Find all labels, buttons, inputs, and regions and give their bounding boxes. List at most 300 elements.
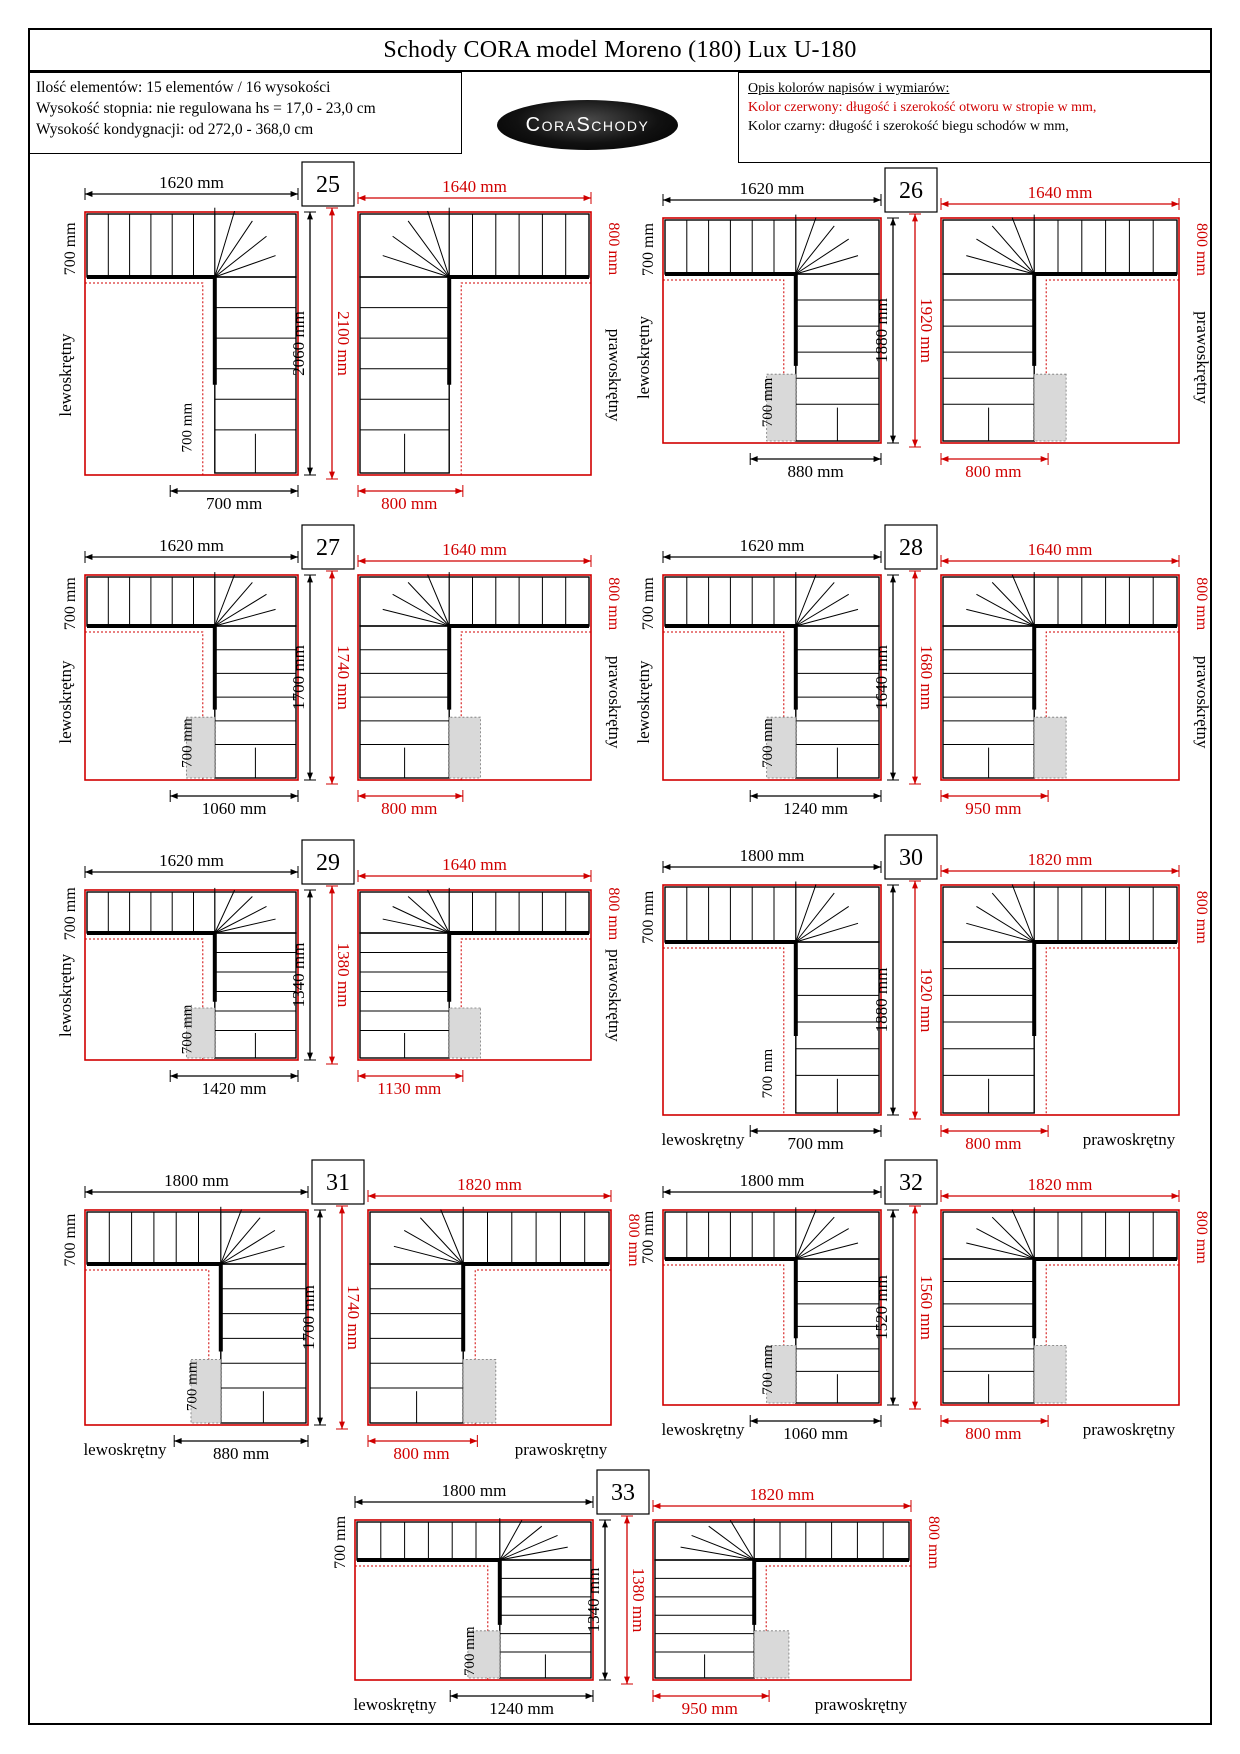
right-turn-label: prawoskrętny bbox=[605, 949, 624, 1042]
bottom-label-black: 1060 mm bbox=[783, 1424, 848, 1443]
ceiling-opening bbox=[358, 212, 591, 475]
winder-line bbox=[692, 1535, 755, 1560]
dimension-arrow bbox=[85, 554, 92, 560]
bottom-label-red: 800 mm bbox=[381, 494, 438, 513]
upper-flight bbox=[665, 577, 879, 626]
dimension-arrow bbox=[912, 571, 918, 578]
dimension-arrow bbox=[85, 869, 92, 875]
height-label-black: 1700 mm bbox=[289, 645, 308, 710]
dimension-arrow bbox=[941, 1418, 948, 1424]
dimension-arrow bbox=[1041, 1128, 1048, 1134]
spec-step-height: Wysokość stopnia: nie regulowana hs = 17,0 - 23,0 cm bbox=[36, 100, 376, 117]
dimension-arrow bbox=[750, 1128, 757, 1134]
winder-line bbox=[1012, 884, 1034, 942]
dimension-arrow bbox=[584, 558, 591, 564]
dimension-arrow bbox=[890, 1108, 896, 1115]
height-label-red: 1560 mm bbox=[917, 1275, 936, 1340]
dimension-arrow bbox=[874, 1128, 881, 1134]
left-turn-label: lewoskrętny bbox=[56, 953, 75, 1037]
winder-line bbox=[408, 221, 449, 277]
dimension-arrow bbox=[1172, 201, 1179, 207]
dimension-arrow bbox=[912, 440, 918, 447]
stair-diagram-25 bbox=[56, 162, 624, 513]
page-title: Schody CORA model Moreno (180) Lux U-180 bbox=[28, 28, 1212, 72]
dimension-arrow bbox=[307, 468, 313, 475]
dimension-arrow bbox=[890, 436, 896, 443]
winder-line bbox=[796, 1229, 849, 1259]
depth-label-red: 800 mm bbox=[605, 887, 622, 941]
plan-right bbox=[941, 1207, 1179, 1405]
winder-line bbox=[500, 1535, 558, 1560]
dimension-arrow bbox=[586, 1693, 593, 1699]
width-label-red: 1820 mm bbox=[749, 1485, 815, 1504]
dimension-arrow bbox=[912, 214, 918, 221]
dimension-arrow bbox=[663, 554, 670, 560]
dimension-arrow bbox=[890, 773, 896, 780]
dimension-arrow bbox=[85, 191, 92, 197]
dimension-arrow bbox=[586, 1499, 593, 1505]
diagram-number: 32 bbox=[899, 1170, 923, 1196]
width-label-red: 1640 mm bbox=[1027, 540, 1093, 559]
plan-right bbox=[941, 572, 1179, 780]
lower-depth-label: 700 mm bbox=[179, 402, 196, 453]
winder-line bbox=[796, 575, 816, 626]
height-label-black: 1700 mm bbox=[299, 1285, 318, 1350]
dimension-arrow bbox=[890, 1210, 896, 1217]
bottom-label-red: 800 mm bbox=[965, 462, 1022, 481]
dimension-arrow bbox=[329, 472, 335, 479]
winder-line bbox=[992, 226, 1034, 274]
dimension-arrow bbox=[307, 575, 313, 582]
opening-guide bbox=[1046, 948, 1179, 1115]
height-label-red: 1740 mm bbox=[344, 1285, 363, 1350]
winder-line bbox=[215, 575, 235, 626]
legend-heading: Opis kolorów napisów i wymiarów: bbox=[748, 81, 950, 96]
dimension-arrow bbox=[470, 1438, 477, 1444]
legend-red-line: Kolor czerwony: długość i szerokość otworu w stropie w mm, bbox=[748, 100, 1097, 115]
bottom-label-red: 950 mm bbox=[681, 1699, 738, 1718]
height-label-red: 1680 mm bbox=[917, 645, 936, 710]
width-label-black: 1620 mm bbox=[739, 179, 805, 198]
height-label-black: 2060 mm bbox=[289, 311, 308, 376]
bottom-label-black: 1240 mm bbox=[489, 1699, 554, 1718]
dimension-arrow bbox=[307, 773, 313, 780]
upper-flight bbox=[943, 887, 1177, 942]
dimension-arrow bbox=[624, 1516, 630, 1523]
dimension-arrow bbox=[355, 1499, 362, 1505]
dimension-arrow bbox=[750, 793, 757, 799]
winder-line bbox=[796, 923, 858, 942]
upper-flight bbox=[87, 214, 296, 277]
winder-line bbox=[966, 609, 1034, 626]
dimension-arrow bbox=[358, 793, 365, 799]
winder-line bbox=[1012, 575, 1034, 626]
height-label-black: 1880 mm bbox=[872, 967, 891, 1033]
winder-line bbox=[215, 906, 267, 933]
winder-line bbox=[383, 609, 449, 626]
width-label-black: 1620 mm bbox=[159, 173, 224, 192]
depth-label-black: 700 mm bbox=[640, 223, 657, 276]
dimension-arrow bbox=[329, 886, 335, 893]
dimension-arrow bbox=[890, 218, 896, 225]
dimension-arrow bbox=[329, 777, 335, 784]
landing-block bbox=[449, 717, 480, 778]
dimension-arrow bbox=[912, 1402, 918, 1409]
dimension-arrow bbox=[1041, 456, 1048, 462]
dimension-arrow bbox=[890, 1398, 896, 1405]
depth-label-red: 800 mm bbox=[1193, 890, 1210, 944]
winder-line bbox=[966, 256, 1034, 274]
right-turn-label: prawoskrętny bbox=[605, 328, 624, 422]
width-label-red: 1820 mm bbox=[1027, 1175, 1093, 1194]
bottom-label-black: 880 mm bbox=[212, 1444, 270, 1463]
dimension-arrow bbox=[1041, 793, 1048, 799]
height-label-black: 1340 mm bbox=[289, 942, 308, 1008]
width-label-red: 1640 mm bbox=[442, 855, 507, 874]
winder-line bbox=[215, 609, 276, 626]
diagram-number: 31 bbox=[326, 1170, 350, 1196]
dimension-arrow bbox=[941, 1193, 948, 1199]
corashody-logo: CoraSchody bbox=[497, 100, 678, 150]
lower-depth-label: 700 mm bbox=[760, 718, 776, 768]
width-label-black: 1800 mm bbox=[164, 1171, 229, 1190]
legend-black-line: Kolor czarny: długość i szerokość biegu schodów w mm, bbox=[748, 119, 1069, 134]
plan-right bbox=[358, 572, 591, 780]
height-label-red: 1380 mm bbox=[629, 1567, 648, 1633]
winder-line bbox=[408, 582, 449, 626]
dimension-arrow bbox=[663, 1189, 670, 1195]
bottom-label-red: 1130 mm bbox=[377, 1079, 442, 1098]
dimension-arrow bbox=[874, 197, 881, 203]
diagram-number: 28 bbox=[899, 535, 923, 561]
dimension-arrow bbox=[941, 558, 948, 564]
upper-flight bbox=[665, 887, 879, 942]
dimension-arrow bbox=[1172, 1193, 1179, 1199]
dimension-arrow bbox=[291, 1073, 298, 1079]
winder-line bbox=[215, 890, 235, 933]
dimension-arrow bbox=[301, 1438, 308, 1444]
diagram-number: 30 bbox=[899, 845, 923, 871]
winder-line bbox=[215, 221, 253, 277]
dimension-arrow bbox=[358, 873, 365, 879]
dimension-arrow bbox=[358, 488, 365, 494]
spec-floor-height: Wysokość kondygnacji: od 272,0 - 368,0 cm bbox=[36, 121, 314, 138]
plan-right bbox=[653, 1518, 911, 1680]
winder-line bbox=[796, 256, 858, 274]
lower-depth-label: 700 mm bbox=[179, 1004, 196, 1055]
stair-diagram-29 bbox=[56, 840, 624, 1098]
width-label-black: 1800 mm bbox=[441, 1481, 507, 1500]
diagram-number: 26 bbox=[899, 178, 923, 204]
width-label-red: 1640 mm bbox=[442, 177, 507, 196]
winder-line bbox=[796, 226, 834, 274]
winder-line bbox=[428, 211, 450, 277]
landing-block bbox=[1034, 717, 1066, 778]
dimension-arrow bbox=[762, 1693, 769, 1699]
right-turn-label: prawoskrętny bbox=[814, 1695, 908, 1714]
dimension-arrow bbox=[904, 1503, 911, 1509]
dimension-arrow bbox=[874, 1189, 881, 1195]
upper-flight bbox=[655, 1522, 909, 1560]
diagram-number: 25 bbox=[316, 172, 340, 198]
dimension-arrow bbox=[85, 1189, 92, 1195]
winder-line bbox=[215, 256, 276, 277]
winder-line bbox=[976, 1229, 1034, 1259]
height-label-red: 1740 mm bbox=[334, 645, 353, 710]
winder-line bbox=[730, 1520, 754, 1560]
dimension-arrow bbox=[307, 1053, 313, 1060]
winder-line bbox=[221, 1210, 242, 1264]
winder-line bbox=[796, 1210, 816, 1259]
bottom-label-red: 800 mm bbox=[381, 799, 438, 818]
depth-label-black: 700 mm bbox=[62, 887, 79, 941]
landing-block bbox=[449, 1008, 480, 1058]
ceiling-opening bbox=[941, 885, 1179, 1115]
depth-label-red: 800 mm bbox=[925, 1515, 942, 1569]
width-label-red: 1640 mm bbox=[442, 540, 507, 559]
dimension-arrow bbox=[358, 195, 365, 201]
dimension-arrow bbox=[750, 456, 757, 462]
upper-flight bbox=[87, 1212, 306, 1264]
upper-flight bbox=[360, 214, 589, 277]
dimension-arrow bbox=[750, 1418, 757, 1424]
left-turn-label: lewoskrętny bbox=[56, 333, 75, 417]
plan-right bbox=[941, 882, 1179, 1116]
dimension-arrow bbox=[368, 1193, 375, 1199]
plan-right bbox=[368, 1207, 611, 1425]
dimension-arrow bbox=[358, 1073, 365, 1079]
height-label-black: 1520 mm bbox=[872, 1275, 891, 1340]
left-turn-label: lewoskrętny bbox=[661, 1130, 745, 1149]
depth-label-red: 800 mm bbox=[1193, 577, 1210, 631]
right-turn-label: prawoskrętny bbox=[605, 655, 624, 749]
depth-label-black: 700 mm bbox=[62, 577, 79, 631]
winder-line bbox=[796, 582, 834, 626]
dimension-arrow bbox=[307, 212, 313, 219]
lower-depth-label: 700 mm bbox=[760, 1345, 776, 1395]
dimension-arrow bbox=[329, 1057, 335, 1064]
winder-line bbox=[215, 236, 267, 277]
dimension-arrow bbox=[450, 1693, 457, 1699]
width-label-black: 1620 mm bbox=[159, 851, 224, 870]
dimension-arrow bbox=[1172, 558, 1179, 564]
dimension-arrow bbox=[317, 1418, 323, 1425]
winder-line bbox=[992, 1217, 1034, 1259]
bottom-label-black: 700 mm bbox=[787, 1134, 844, 1153]
dimension-arrow bbox=[602, 1520, 608, 1527]
left-turn-label: lewoskrętny bbox=[634, 660, 653, 744]
dimension-arrow bbox=[941, 1128, 948, 1134]
winder-line bbox=[500, 1526, 542, 1560]
dimension-arrow bbox=[170, 793, 177, 799]
lower-depth-label: 700 mm bbox=[179, 718, 196, 768]
winder-line bbox=[966, 923, 1034, 942]
dimension-arrow bbox=[307, 890, 313, 897]
width-label-black: 1800 mm bbox=[739, 846, 805, 865]
winder-line bbox=[420, 1218, 463, 1264]
height-label-red: 1920 mm bbox=[917, 967, 936, 1033]
dimension-arrow bbox=[874, 456, 881, 462]
width-label-red: 1640 mm bbox=[1027, 183, 1093, 202]
stair-diagram-32 bbox=[640, 1160, 1210, 1443]
depth-label-black: 700 mm bbox=[62, 1213, 79, 1267]
winder-line bbox=[992, 582, 1034, 626]
winder-line bbox=[796, 1217, 834, 1259]
upper-flight bbox=[87, 892, 296, 933]
winder-line bbox=[992, 893, 1034, 942]
upper-flight bbox=[665, 1212, 879, 1259]
winder-line bbox=[709, 1526, 754, 1560]
bottom-label-red: 950 mm bbox=[965, 799, 1022, 818]
dimension-arrow bbox=[358, 558, 365, 564]
dimension-arrow bbox=[584, 873, 591, 879]
height-label-red: 1920 mm bbox=[917, 298, 936, 363]
winder-line bbox=[393, 906, 450, 933]
winder-line bbox=[221, 1246, 285, 1264]
dimension-arrow bbox=[317, 1210, 323, 1217]
stair-diagram-26 bbox=[634, 168, 1212, 481]
upper-flight bbox=[943, 577, 1177, 626]
winder-line bbox=[966, 1243, 1034, 1259]
stair-diagram-31 bbox=[62, 1160, 642, 1463]
winder-line bbox=[404, 1230, 463, 1264]
winder-line bbox=[441, 1210, 464, 1264]
winder-line bbox=[1012, 1210, 1034, 1259]
winder-line bbox=[796, 218, 816, 274]
dimension-arrow bbox=[291, 554, 298, 560]
upper-flight bbox=[370, 1212, 609, 1264]
winder-line bbox=[796, 893, 834, 942]
winder-line bbox=[221, 1218, 260, 1264]
right-turn-label: prawoskrętny bbox=[514, 1440, 608, 1459]
dimension-arrow bbox=[291, 191, 298, 197]
dimension-arrow bbox=[890, 885, 896, 892]
dimension-arrow bbox=[291, 488, 298, 494]
dimension-arrow bbox=[339, 1422, 345, 1429]
depth-label-red: 800 mm bbox=[1193, 1210, 1210, 1264]
dimension-arrow bbox=[301, 1189, 308, 1195]
left-turn-label: lewoskrętny bbox=[83, 1440, 167, 1459]
lower-depth-label: 700 mm bbox=[760, 1048, 776, 1099]
width-label-black: 1620 mm bbox=[739, 536, 805, 555]
winder-line bbox=[215, 594, 267, 626]
width-label-red: 1820 mm bbox=[1027, 850, 1093, 869]
dimension-arrow bbox=[1172, 868, 1179, 874]
winder-line bbox=[796, 1243, 858, 1259]
winder-line bbox=[215, 211, 235, 277]
winder-line bbox=[500, 1547, 568, 1560]
upper-flight bbox=[357, 1522, 591, 1560]
dimension-arrow bbox=[368, 1438, 375, 1444]
stair-diagram-33 bbox=[332, 1470, 942, 1718]
dimension-arrow bbox=[329, 571, 335, 578]
stair-diagram-28 bbox=[634, 525, 1212, 818]
winder-line bbox=[976, 594, 1034, 626]
diagram-number: 29 bbox=[316, 850, 340, 876]
dimension-arrow bbox=[291, 793, 298, 799]
winder-line bbox=[428, 890, 450, 933]
bottom-label-black: 1240 mm bbox=[783, 799, 848, 818]
winder-line bbox=[383, 256, 449, 277]
dimension-arrow bbox=[663, 197, 670, 203]
dimension-arrow bbox=[941, 456, 948, 462]
dimension-arrow bbox=[339, 1206, 345, 1213]
dimension-arrow bbox=[455, 488, 462, 494]
depth-label-black: 700 mm bbox=[640, 1210, 657, 1264]
depth-label-red: 800 mm bbox=[605, 222, 622, 276]
depth-label-red: 800 mm bbox=[625, 1213, 642, 1267]
upper-flight bbox=[943, 220, 1177, 274]
spec-elements: Ilość elementów: 15 elementów / 16 wysokości bbox=[36, 79, 331, 96]
winder-line bbox=[1012, 218, 1034, 274]
landing-block bbox=[1034, 374, 1066, 441]
lower-depth-label: 700 mm bbox=[760, 377, 776, 428]
lower-depth-label: 700 mm bbox=[184, 1361, 201, 1412]
winder-line bbox=[500, 1520, 522, 1560]
upper-flight bbox=[665, 220, 879, 274]
depth-label-red: 800 mm bbox=[605, 577, 622, 631]
bottom-label-red: 800 mm bbox=[393, 1444, 450, 1463]
dimension-arrow bbox=[941, 201, 948, 207]
upper-flight bbox=[360, 577, 589, 626]
dimension-arrow bbox=[663, 864, 670, 870]
dimension-arrow bbox=[584, 195, 591, 201]
landing-block bbox=[463, 1359, 496, 1423]
dimension-arrow bbox=[941, 793, 948, 799]
dimension-arrow bbox=[602, 1673, 608, 1680]
dimension-arrow bbox=[941, 868, 948, 874]
dimension-arrow bbox=[653, 1693, 660, 1699]
winder-line bbox=[215, 919, 276, 933]
winder-line bbox=[394, 1246, 463, 1264]
height-label-black: 1640 mm bbox=[872, 645, 891, 710]
winder-line bbox=[393, 236, 450, 277]
winder-line bbox=[976, 906, 1034, 942]
bottom-label-black: 1420 mm bbox=[201, 1079, 267, 1098]
dimension-arrow bbox=[912, 1206, 918, 1213]
dimension-arrow bbox=[653, 1503, 660, 1509]
winder-line bbox=[215, 897, 253, 933]
dimension-arrow bbox=[912, 777, 918, 784]
height-label-black: 1880 mm bbox=[872, 298, 891, 363]
dimension-arrow bbox=[170, 488, 177, 494]
winder-line bbox=[393, 594, 450, 626]
right-turn-label: prawoskrętny bbox=[1193, 655, 1212, 749]
dimension-arrow bbox=[912, 881, 918, 888]
winder-line bbox=[215, 582, 253, 626]
height-label-red: 1380 mm bbox=[334, 942, 353, 1008]
upper-flight bbox=[943, 1212, 1177, 1259]
dimension-arrow bbox=[912, 1112, 918, 1119]
bottom-label-black: 880 mm bbox=[787, 462, 844, 481]
winder-line bbox=[428, 575, 450, 626]
dimension-arrow bbox=[874, 1418, 881, 1424]
dimension-arrow bbox=[624, 1677, 630, 1684]
lower-depth-label: 700 mm bbox=[462, 1626, 478, 1676]
plan-right bbox=[358, 208, 591, 475]
depth-label-black: 700 mm bbox=[640, 890, 657, 944]
depth-label-black: 700 mm bbox=[62, 222, 79, 276]
stair-diagram-30 bbox=[640, 835, 1210, 1153]
winder-line bbox=[976, 239, 1034, 274]
dimension-arrow bbox=[174, 1438, 181, 1444]
depth-label-black: 700 mm bbox=[640, 577, 657, 631]
winder-line bbox=[796, 906, 849, 942]
upper-flight bbox=[87, 577, 296, 626]
winder-line bbox=[796, 609, 858, 626]
bottom-label-red: 800 mm bbox=[965, 1134, 1022, 1153]
winder-line bbox=[221, 1230, 275, 1264]
